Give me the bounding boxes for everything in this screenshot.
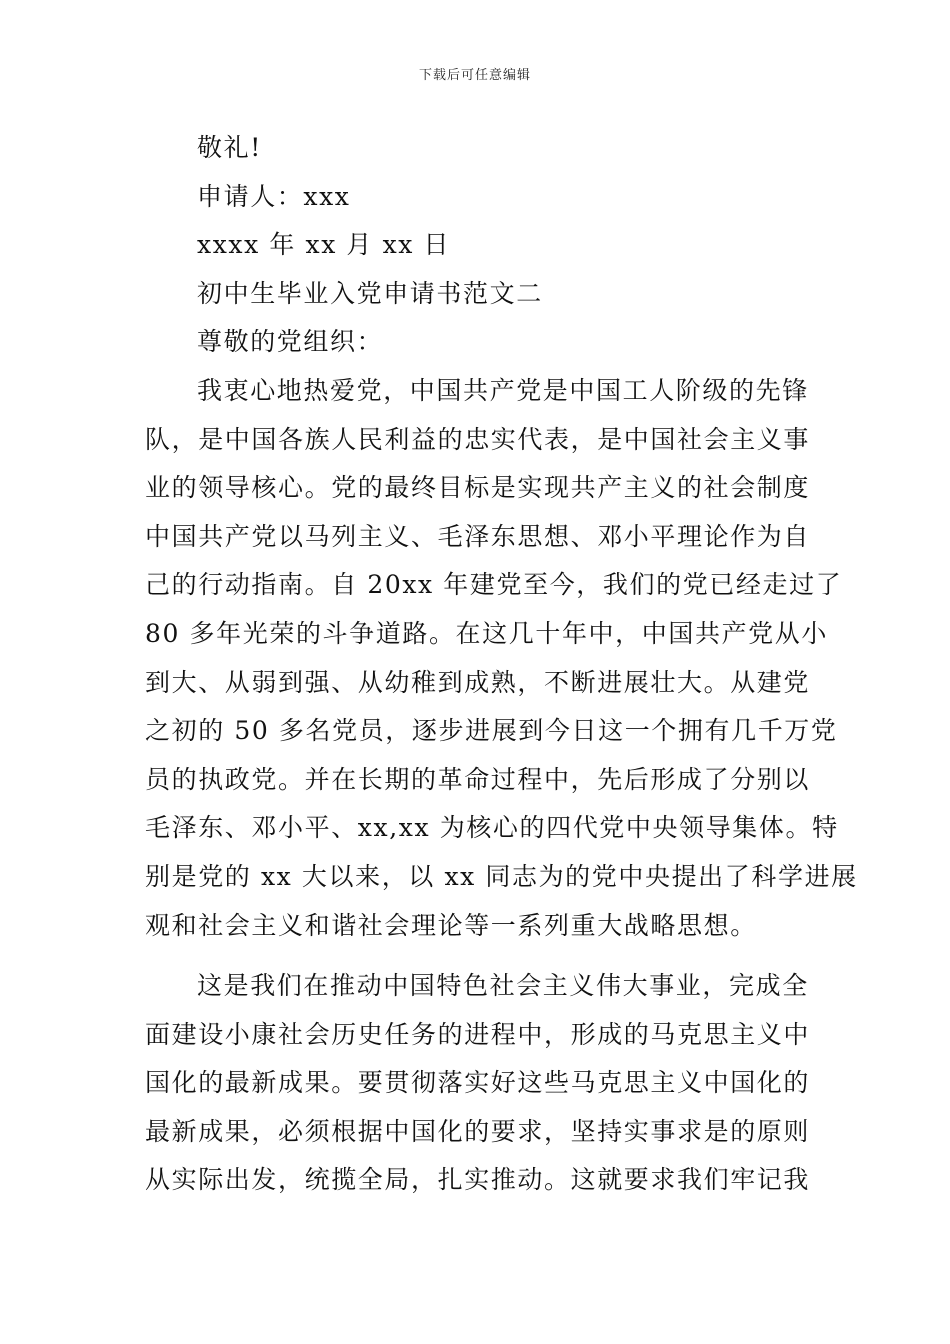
- paragraph-1-line-1: 我衷心地热爱党，中国共产党是中国工人阶级的先锋: [197, 375, 809, 405]
- paragraph-2-line-1: 这是我们在推动中国特色社会主义伟大事业，完成全: [197, 971, 809, 1001]
- paragraph-1-line-2: 队，是中国各族人民利益的忠实代表，是中国社会主义事: [145, 424, 811, 454]
- paragraph-1-line-3: 业的领导核心。党的最终目标是实现共产主义的社会制度: [145, 473, 811, 503]
- paragraph-2-line-2: 面建设小康社会历史任务的进程中，形成的马克思主义中: [145, 1019, 811, 1049]
- date-line: xxxx 年 xx 月 xx 日: [197, 230, 451, 260]
- paragraph-1-line-12: 观和社会主义和谐社会理论等一系列重大战略思想。: [145, 910, 757, 940]
- document-body: [145, 124, 858, 1205]
- section-title: 初中生毕业入党申请书范文二: [197, 278, 543, 308]
- page-header-note: 下载后可任意编辑: [418, 68, 531, 83]
- paragraph-2-line-5: 从实际出发，统揽全局，扎实推动。这就要求我们牢记我: [145, 1165, 811, 1195]
- paragraph-1-line-8: 之初的 50 多名党员，逐步进展到今日这一个拥有几千万党: [145, 716, 838, 746]
- paragraph-1-line-10: 毛泽东、邓小平、xx,xx 为核心的四代党中央领导集体。特: [145, 813, 839, 843]
- paragraph-1-line-9: 员的执政党。并在长期的革命过程中，先后形成了分别以: [145, 764, 811, 794]
- paragraph-1-line-11: 别是党的 xx 大以来，以 xx 同志为的党中央提出了科学进展: [145, 861, 858, 891]
- closing-salutation: 敬礼!: [197, 133, 262, 162]
- paragraph-2-line-4: 最新成果，必须根据中国化的要求，坚持实事求是的原则: [145, 1116, 811, 1146]
- paragraph-2-line-3: 国化的最新成果。要贯彻落实好这些马克思主义中国化的: [145, 1068, 811, 1098]
- paragraph-1-line-7: 到大、从弱到强、从幼稚到成熟，不断进展壮大。从建党: [145, 667, 811, 697]
- applicant-line: 申请人：xxx: [197, 181, 351, 211]
- paragraph-1-line-6: 80 多年光荣的斗争道路。在这几十年中，中国共产党从小: [145, 618, 828, 648]
- paragraph-1-line-4: 中国共产党以马列主义、毛泽东思想、邓小平理论作为自: [145, 521, 811, 551]
- paragraph-1-line-5: 己的行动指南。自 20xx 年建党至今，我们的党已经走过了: [145, 570, 843, 600]
- greeting-line: 尊敬的党组织：: [197, 327, 384, 357]
